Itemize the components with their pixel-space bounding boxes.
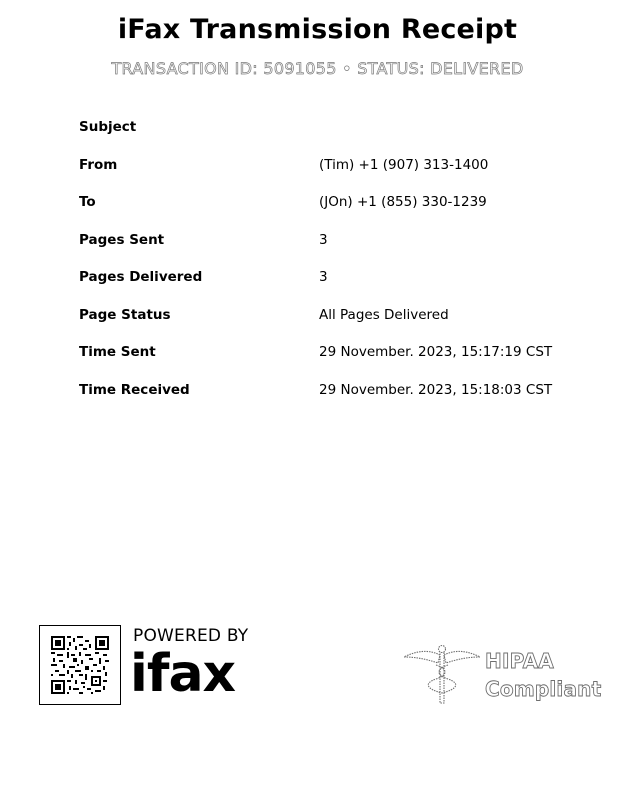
ifax-logo: ifax [130,644,236,704]
caduceus-icon [402,643,482,707]
detail-row-page-status [79,304,579,342]
detail-label: From [79,156,118,173]
transaction-status-line: TRANSACTION ID: 5091055 • STATUS: DELIVERED [111,59,524,78]
detail-value: (JOn) +1 (855) 330-1239 [319,194,487,210]
detail-label: To [79,194,96,210]
detail-value: 3 [319,269,328,285]
receipt-title: iFax Transmission Receipt [117,14,518,45]
powered-by-label: POWERED BY [133,626,249,646]
detail-label: Time Received [79,381,190,398]
detail-label: Subject [79,119,137,135]
detail-value: (Tim) +1 (907) 313-1400 [319,156,489,173]
detail-row-time-sent [79,341,579,379]
qr-code-icon[interactable] [39,625,121,705]
detail-label: Pages Delivered [79,269,203,285]
detail-row-subject [79,116,579,154]
detail-value: 29 November. 2023, 15:17:19 CST [319,344,553,360]
detail-row-pages-sent [79,229,579,267]
detail-label: Time Sent [79,344,156,360]
detail-label: Pages Sent [79,231,165,248]
detail-value: 29 November. 2023, 15:18:03 CST [319,381,553,398]
detail-row-from [79,154,579,192]
compliant-label: Compliant [485,677,602,701]
detail-row-to [79,191,579,229]
hipaa-badge [402,643,602,707]
detail-value: 3 [319,231,328,248]
receipt-details-table [79,116,579,416]
detail-value: All Pages Delivered [319,306,449,323]
detail-row-pages-delivered [79,266,579,304]
detail-row-time-received [79,379,579,417]
detail-label: Page Status [79,306,171,323]
hipaa-label: HIPAA [485,649,554,673]
